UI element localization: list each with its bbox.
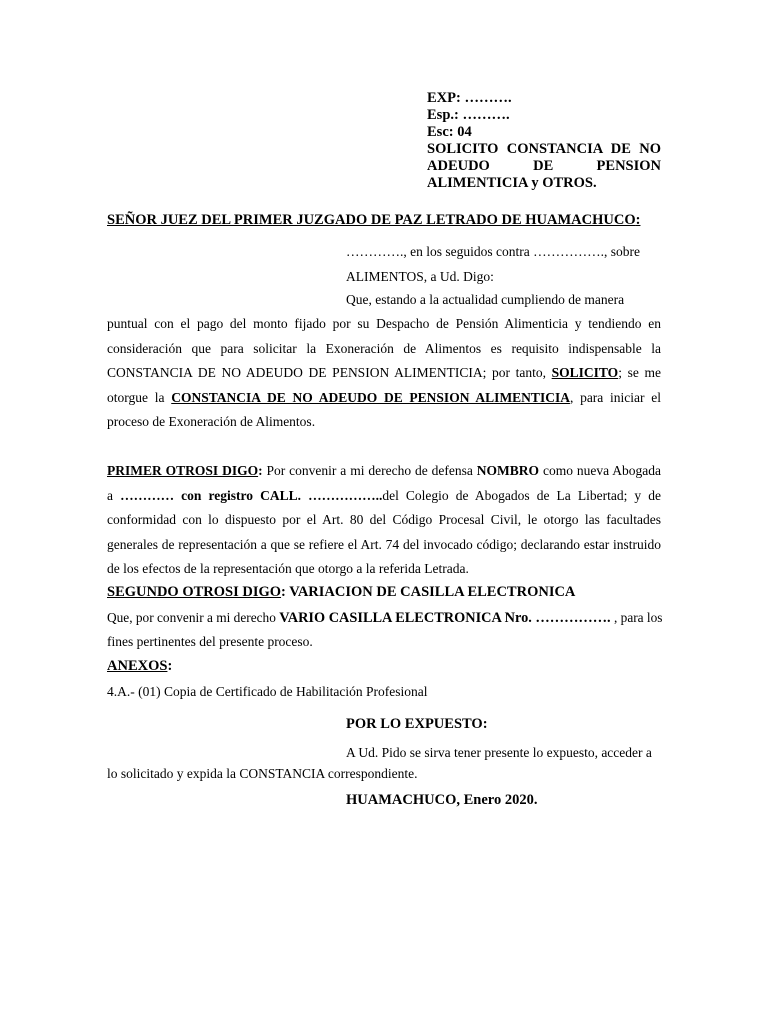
registro-placeholder: …………….. [301,487,383,503]
segundo-otrosi-subject: : VARIACION DE CASILLA ELECTRONICA [281,584,576,600]
anexos-heading: ANEXOS [107,658,168,674]
nombro-keyword: NOMBRO [476,463,540,478]
request-paragraph [107,312,661,435]
anexos-colon: : [167,658,173,674]
segundo-otrosi-line-2: fines pertinentes del presente proceso. [107,634,313,649]
registro-call: con registro CALL. [174,487,301,503]
addressee [107,212,640,229]
place-date: HUAMACHUCO, Enero 2020. [346,792,538,808]
addressee-text: SEÑOR JUEZ DEL PRIMER JUZGADO DE PAZ LETRADO DE HUAMACHUCO [107,212,636,228]
document-subject: SOLICITO CONSTANCIA DE NO ADEUDO DE PENSION ALIMENTICIA y OTROS. [427,141,661,191]
primer-otrosi-text-3: del Colegio de Abogados de La Libertad; y de conformidad con lo dispuesto por el Art. 80 del Código Procesal Civil, le otorgo las facultades generales de representación a que se refiere el Art. 74 del invocado código; declarando estar instruido de los efectos de la representación que otorgo a la referida Letrada. [107,487,662,576]
anexos-heading-line [107,658,172,675]
segundo-otrosi-line-1 [107,610,663,627]
closing-line-2: lo solicitado y expida la CONSTANCIA correspondiente. [107,766,418,781]
primer-otrosi-paragraph [107,459,661,582]
primer-otrosi-heading: PRIMER OTROSI DIGO [107,463,259,478]
esc-number: Esc: 04 [427,124,472,140]
solicito-keyword: SOLICITO [551,365,619,380]
primer-otrosi-text-2: como nueva Abogada a [107,463,661,503]
exp-number: EXP: ………. [427,90,512,106]
intro-line-2: ALIMENTOS, a Ud. Digo: [346,268,494,284]
esp-number: Esp.: ………. [427,107,510,123]
request-text-1: puntual con el pago del monto fijado por su Despacho de Pensión Alimenticia y tendiendo en consideración que para solicitar la Exoneración de Alimentos es requisito indispensable la CONSTANCIA DE NO ADEUDO DE PENSION ALIMENTICIA; por tanto, [107,316,661,380]
intro-paragraph [346,240,661,289]
abogada-name-placeholder: ………… [120,487,175,503]
request-text-3: , para iniciar el proceso de Exoneración de Alimentos. [107,389,661,429]
segundo-otrosi-text-2: , para los [610,610,663,625]
primer-otrosi-colon: : [258,463,263,478]
por-lo-expuesto: POR LO EXPUESTO: [346,716,488,732]
intro-line-1: …………., en los seguidos contra ……………., sobre [346,244,640,259]
request-first-line: Que, estando a la actualidad cumpliendo de manera [346,292,625,307]
segundo-otrosi-heading: SEGUNDO OTROSI DIGO [107,584,282,600]
request-text-2: ; se me otorgue la [107,365,661,405]
primer-otrosi-text-1: Por convenir a mi derecho de defensa [262,463,477,478]
segundo-otrosi-text-1: Que, por convenir a mi derecho [107,610,280,625]
constancia-keyword: CONSTANCIA DE NO ADEUDO DE PENSION ALIMENTICIA [171,389,570,405]
anexo-item: 4.A.- (01) Copia de Certificado de Habilitación Profesional [107,684,428,699]
closing-line-1: A Ud. Pido se sirva tener presente lo expuesto, acceder a [346,745,652,760]
segundo-otrosi-heading-line [107,584,575,601]
vario-casilla: VARIO CASILLA ELECTRONICA Nro. ……………. [279,610,611,626]
addressee-colon: : [635,212,641,228]
case-header [427,90,661,192]
